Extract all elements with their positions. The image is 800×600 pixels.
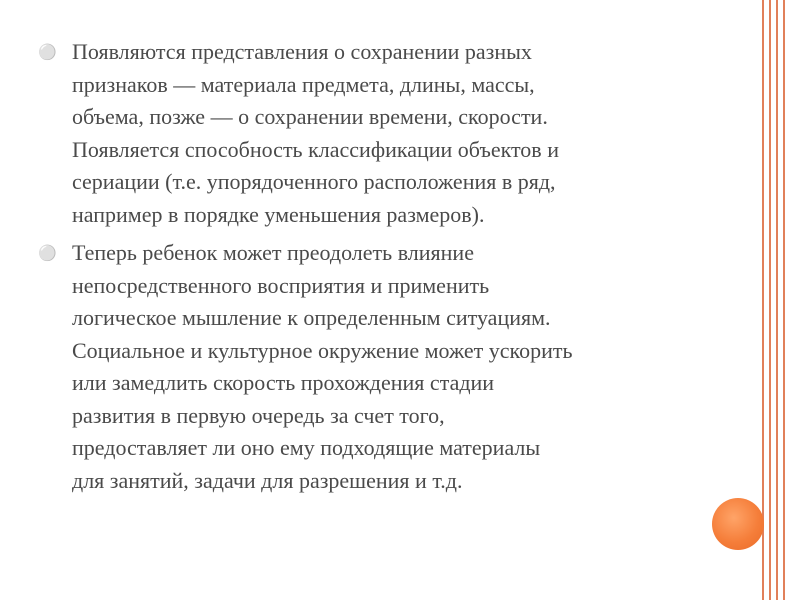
decorative-border-line bbox=[769, 0, 771, 600]
bullet-item bbox=[38, 36, 738, 231]
bullet-text: Теперь ребенок может преодолеть влияние непосредственного восприятия и применить логическое мышление к определенным ситуациям. Социальное и культурное окружение может ускорить или замедлить скорость прохождения стадии развития в первую очередь за счет того, предоставляет ли оно ему подходящие материалы для занятий, задачи для разрешения и т.д. bbox=[72, 240, 573, 493]
decorative-border-line bbox=[776, 0, 778, 600]
decorative-border-line bbox=[783, 0, 785, 600]
bullet-text: Появляются представления о сохранении разных признаков — материала предмета, длины, массы, объема, позже — о сохранении времени, скорости. Появляется способность классификации объектов и сериации (т.е. упорядоченного расположения в ряд, например в порядке уменьшения размеров). bbox=[72, 39, 559, 227]
bullet-marker-icon: ⚪ bbox=[38, 45, 57, 61]
bullet-item bbox=[38, 237, 738, 497]
slide-content bbox=[38, 36, 738, 503]
bullet-marker-icon: ⚪ bbox=[38, 246, 57, 262]
decorative-circle-icon bbox=[712, 498, 764, 550]
decorative-border-line bbox=[762, 0, 764, 600]
